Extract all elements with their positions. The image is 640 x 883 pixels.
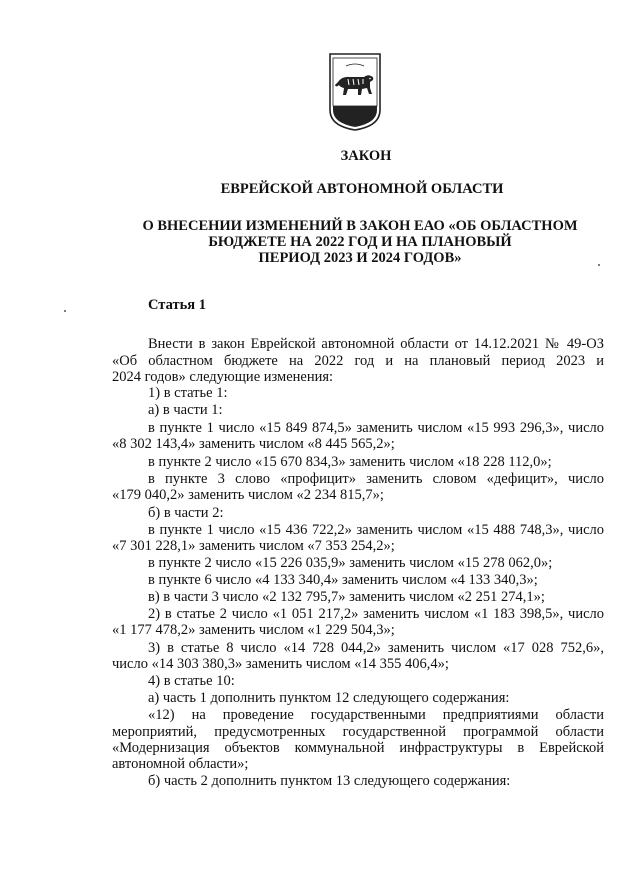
body-line: в пункте 6 число «4 133 340,4» заменить числом «4 133 340,3»; (148, 572, 538, 588)
body-line: «1 177 478,2» заменить числом «1 229 504,3»; (112, 622, 395, 638)
body-line: в) в части 3 число «2 132 795,7» заменить числом «2 251 274,1»; (148, 589, 545, 605)
body-line: «179 040,2» заменить числом «2 234 815,7»; (112, 487, 384, 503)
body-line: Внести в закон Еврейской автономной области от 14.12.2021 № 49-ОЗ (148, 336, 604, 352)
body-line: «12) на проведение государственными предприятиями области (148, 707, 604, 723)
subject-title-line: БЮДЖЕТЕ НА 2022 ГОД И НА ПЛАНОВЫЙ (208, 234, 512, 250)
scan-speck (598, 264, 600, 266)
law-title: ЗАКОН (340, 148, 392, 164)
body-line: б) в части 2: (148, 505, 224, 521)
body-line: 2) в статье 2 число «1 051 217,2» заменить числом «1 183 398,5», число (148, 606, 604, 622)
body-line: а) часть 1 дополнить пунктом 12 следующего содержания: (148, 690, 510, 706)
body-line: в пункте 2 число «15 226 035,9» заменить числом «15 278 062,0»; (148, 555, 553, 571)
body-line: б) часть 2 дополнить пунктом 13 следующего содержания: (148, 773, 511, 789)
body-line: в пункте 3 слово «профицит» заменить словом «дефицит», число (148, 471, 604, 487)
body-line: в пункте 1 число «15 849 874,5» заменить числом «15 993 296,3», число (148, 420, 604, 436)
article-heading: Статья 1 (148, 297, 206, 313)
body-line: «Модернизация объектов коммунальной инфраструктуры в Еврейской (112, 740, 604, 756)
body-line: 3) в статье 8 число «14 728 044,2» заменить числом «17 028 752,6», (148, 640, 604, 656)
body-line: в пункте 1 число «15 436 722,2» заменить числом «15 488 748,3», число (148, 522, 604, 538)
body-line: число «14 303 380,3» заменить числом «14 355 406,4»; (112, 656, 449, 672)
subject-title-line: ПЕРИОД 2023 И 2024 ГОДОВ» (258, 250, 462, 266)
body-line: мероприятий, предусмотренных государственной программой области (112, 724, 604, 740)
body-line: «Об областном бюджете на 2022 год и на плановый период 2023 и (112, 353, 604, 369)
body-line: 2024 годов» следующие изменения: (112, 369, 334, 385)
scan-speck (64, 310, 66, 312)
body-line: «8 302 143,4» заменить числом «8 445 565,2»; (112, 436, 395, 452)
body-line: 1) в статье 1: (148, 385, 228, 401)
body-line: в пункте 2 число «15 670 834,3» заменить числом «18 228 112,0»; (148, 454, 552, 470)
body-line: а) в части 1: (148, 402, 223, 418)
body-line: 4) в статье 10: (148, 673, 235, 689)
coat-of-arms-tiger-icon (326, 52, 384, 132)
body-line: автономной области»; (112, 756, 249, 772)
region-title: ЕВРЕЙСКОЙ АВТОНОМНОЙ ОБЛАСТИ (220, 181, 504, 197)
body-line: «7 301 228,1» заменить числом «7 353 254,2»; (112, 538, 395, 554)
subject-title-line: О ВНЕСЕНИИ ИЗМЕНЕНИЙ В ЗАКОН ЕАО «ОБ ОБЛАСТНОМ (142, 218, 578, 234)
